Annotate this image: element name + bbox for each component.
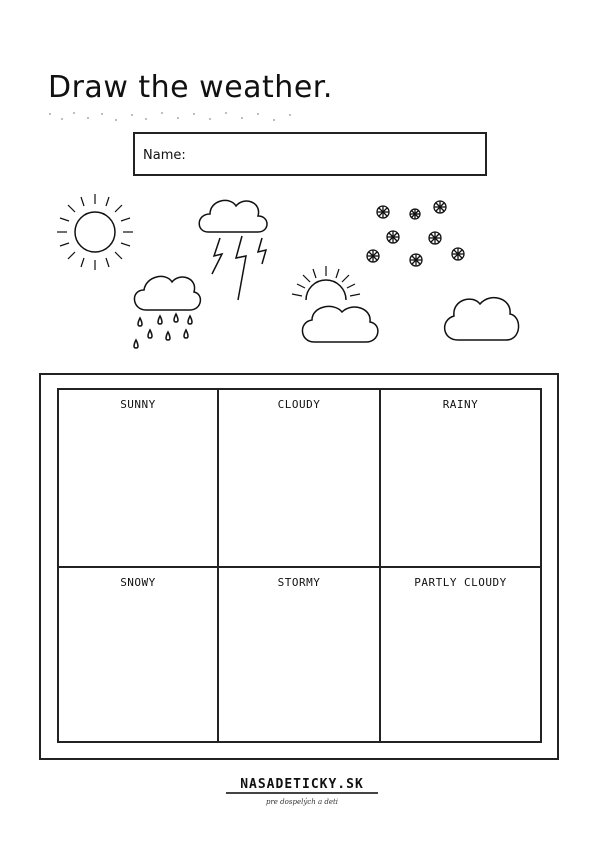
drawing-cell-rainy[interactable] [379, 388, 542, 568]
name-label: Name: [143, 148, 186, 163]
rain-cloud-icon [134, 276, 200, 348]
cell-label-rainy: RAINY [442, 398, 479, 411]
snowflakes-icon [367, 201, 464, 266]
partly-cloudy-icon [292, 266, 378, 342]
name-field[interactable] [133, 132, 487, 176]
title-dots-decoration [44, 110, 304, 124]
drawing-cell-stormy[interactable] [217, 566, 381, 743]
worksheet-title: Draw the weather. [48, 70, 333, 105]
drawing-cell-sunny[interactable] [57, 388, 219, 568]
footer-logo-underline [226, 792, 378, 794]
cell-label-cloudy: CLOUDY [277, 398, 321, 411]
sun-icon [57, 194, 133, 270]
drawing-cell-partly-cloudy[interactable] [379, 566, 542, 743]
cloud-icon [445, 298, 519, 340]
cell-label-snowy: SNOWY [120, 576, 156, 589]
footer-tagline: pre dospelých a deti [265, 798, 339, 806]
footer-logo: NASADETICKY.SK [240, 777, 364, 792]
cell-label-stormy: STORMY [277, 576, 321, 589]
cell-label-partly-cloudy: PARTLY CLOUDY [414, 576, 507, 589]
storm-cloud-icon [199, 200, 267, 300]
drawing-cell-snowy[interactable] [57, 566, 219, 743]
drawing-cell-cloudy[interactable] [217, 388, 381, 568]
cell-label-sunny: SUNNY [120, 398, 156, 411]
